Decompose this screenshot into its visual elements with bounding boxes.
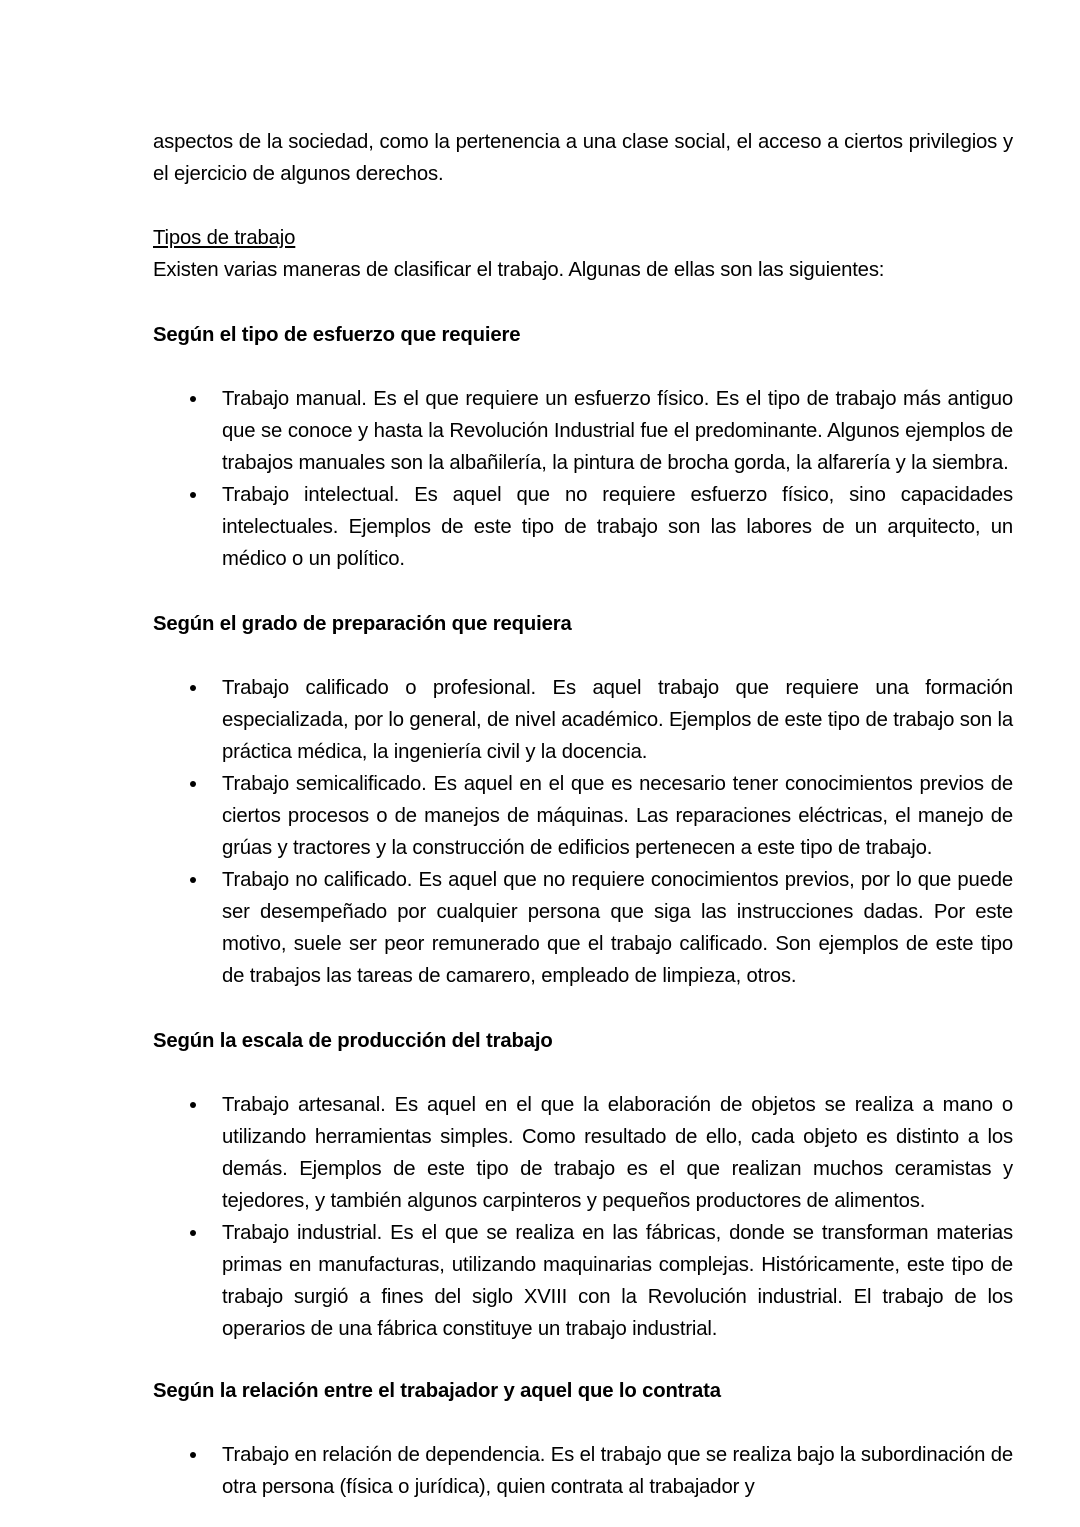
section-title-wrap [153, 222, 1013, 254]
list-item [153, 1439, 1013, 1503]
list-item-text: Trabajo calificado o profesional. Es aquel trabajo que requiere una formación especializada, por lo general, de nivel académico. Ejemplos de este tipo de trabajo son la práctica médica, la ingeniería civil y la docencia. [222, 677, 1013, 763]
spacer [153, 1057, 1013, 1089]
list-worker-employer-relation [153, 1439, 1013, 1503]
spacer [153, 1407, 1013, 1439]
subheading-worker-employer-relation: Según la relación entre el trabajador y aquel que lo contrata [153, 1380, 721, 1402]
list-item-text: Trabajo artesanal. Es aquel en el que la elaboración de objetos se realiza a mano o utilizando herramientas simples. Como resultado de ello, cada objeto es distinto a los demás. Ejemplos de este tipo de trabajo es el que realizan muchos ceramistas y tejedores, y también algunos carpinteros y pequeños productores de alimentos. [222, 1094, 1013, 1212]
list-item-text: Trabajo semicalificado. Es aquel en el que es necesario tener conocimientos previos de ciertos procesos o de manejos de máquinas. Las reparaciones eléctricas, el manejo de grúas y tractores y la construcción de edificios pertenecen a este tipo de trabajo. [222, 773, 1013, 859]
list-item [153, 479, 1013, 575]
list-item [153, 672, 1013, 768]
bullet-icon [190, 781, 196, 787]
bullet-icon [190, 1452, 196, 1458]
list-item [153, 1089, 1013, 1217]
spacer [153, 190, 1013, 222]
list-production-scale [153, 1089, 1013, 1345]
list-item-text: Trabajo en relación de dependencia. Es el trabajo que se realiza bajo la subordinación de otra persona (física o jurídica), quien contrata al trabajador y [222, 1444, 1013, 1498]
intro-paragraph: aspectos de la sociedad, como la pertenencia a una clase social, el acceso a ciertos privilegios y el ejercicio de algunos derechos. [153, 131, 1013, 185]
subheading-preparation-level: Según el grado de preparación que requiera [153, 613, 572, 635]
spacer [153, 575, 1013, 608]
bullet-icon [190, 492, 196, 498]
spacer [153, 640, 1013, 672]
bullet-icon [190, 1230, 196, 1236]
list-item-text: Trabajo industrial. Es el que se realiza en las fábricas, donde se transforman materias primas en manufacturas, utilizando maquinarias complejas. Históricamente, este tipo de trabajo surgió a fines del siglo XVIII con la Revolución industrial. El trabajo de los operarios de una fábrica constituye un trabajo industrial. [222, 1222, 1013, 1340]
list-effort-type [153, 383, 1013, 575]
spacer [153, 992, 1013, 1025]
bullet-icon [190, 1102, 196, 1108]
spacer [153, 286, 1013, 319]
list-item [153, 864, 1013, 992]
bullet-icon [190, 396, 196, 402]
list-item-text: Trabajo intelectual. Es aquel que no requiere esfuerzo físico, sino capacidades intelectuales. Ejemplos de este tipo de trabajo son las labores de un arquitecto, un médico o un político. [222, 484, 1013, 570]
subheading-production-scale: Según la escala de producción del trabajo [153, 1030, 553, 1052]
list-item [153, 1217, 1013, 1345]
list-item-text: Trabajo manual. Es el que requiere un esfuerzo físico. Es el tipo de trabajo más antiguo que se conoce y hasta la Revolución Industrial fue el predominante. Algunos ejemplos de trabajos manuales son la albañilería, la pintura de brocha gorda, la alfarería y la siembra. [222, 388, 1013, 474]
list-item [153, 383, 1013, 479]
subheading-effort-type: Según el tipo de esfuerzo que requiere [153, 324, 521, 346]
spacer [153, 351, 1013, 383]
document-body [153, 126, 1013, 1503]
list-item [153, 768, 1013, 864]
list-item-text: Trabajo no calificado. Es aquel que no requiere conocimientos previos, por lo que puede ser desempeñado por cualquier persona que siga las instrucciones dadas. Por este motivo, suele ser peor remunerado que el trabajo calificado. Son ejemplos de este tipo de trabajos las tareas de camarero, empleado de limpieza, otros. [222, 869, 1013, 987]
section-lead-paragraph: Existen varias maneras de clasificar el trabajo. Algunas de ellas son las siguientes: [153, 259, 885, 281]
bullet-icon [190, 877, 196, 883]
list-preparation-level [153, 672, 1013, 992]
spacer [153, 1345, 1013, 1375]
section-title: Tipos de trabajo [153, 227, 296, 249]
bullet-icon [190, 685, 196, 691]
